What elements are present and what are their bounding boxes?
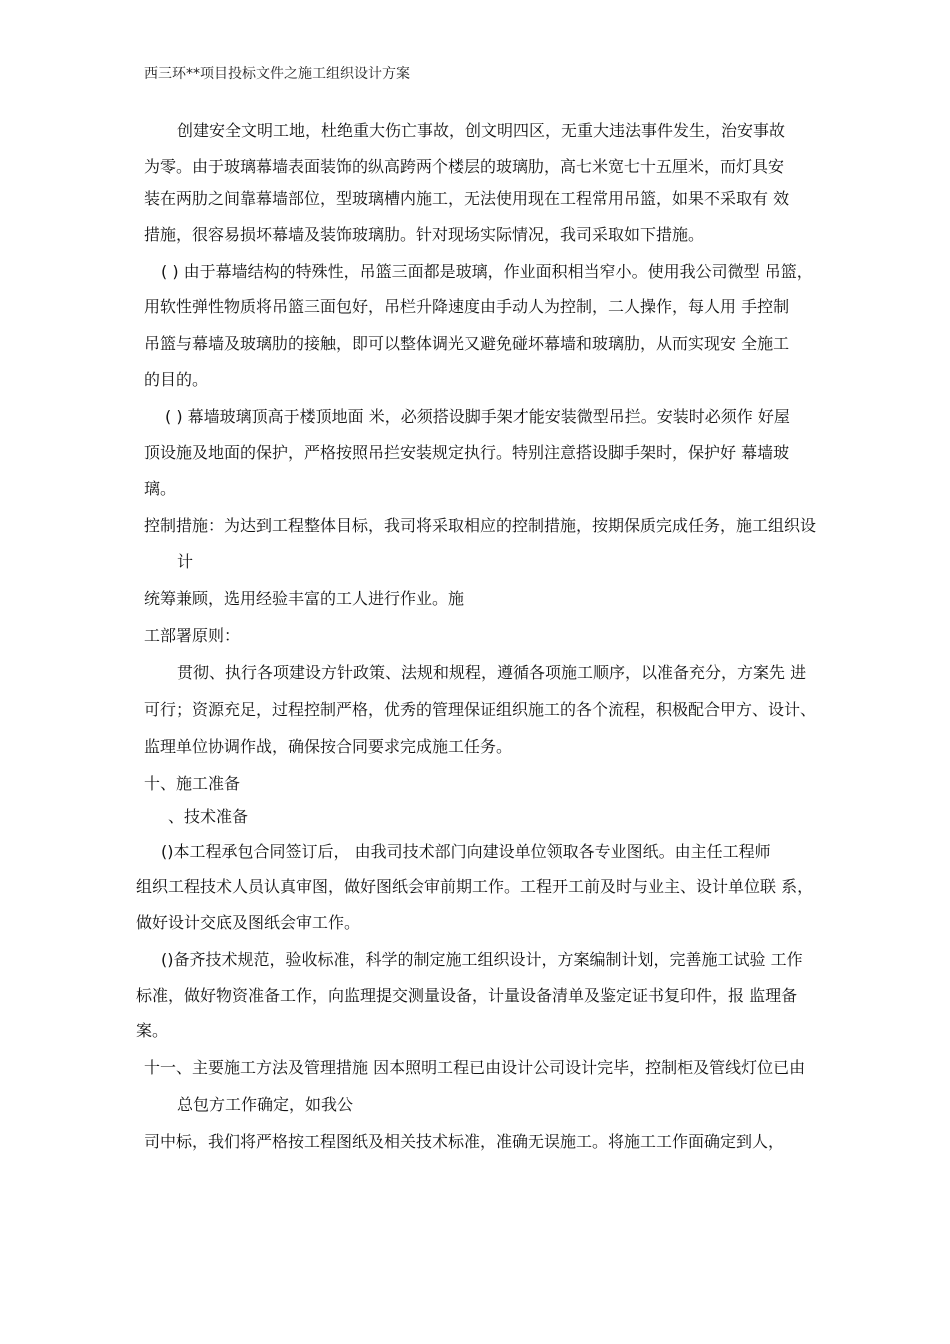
text-line: 工部署原则： xyxy=(144,626,241,645)
section-heading: 十一、主要施工方法及管理措施 因本照明工程已由设计公司设计完毕，控制柜及管线灯位已由 xyxy=(144,1058,806,1077)
text-line: 案。 xyxy=(136,1021,169,1040)
text-line: 璃。 xyxy=(144,479,177,498)
section-heading: 十、施工准备 xyxy=(144,774,241,793)
text-line: 顶设施及地面的保护，严格按照吊拦安装规定执行。特别注意搭设脚手架时，保护好 幕墙玻 xyxy=(144,443,790,462)
text-line: 为零。由于玻璃幕墙表面装饰的纵高跨两个楼层的玻璃肋，高七米宽七十五厘米，而灯具安 xyxy=(144,157,785,176)
text-line: 标准，做好物资准备工作，向监理提交测量设备，计量设备清单及鉴定证书复印件，报 监理备 xyxy=(136,986,798,1005)
text-line: ()本工程承包合同签订后， 由我司技术部门向建设单位领取各专业图纸。由主任工程师 xyxy=(161,842,771,861)
text-line: 创建安全文明工地，杜绝重大伤亡事故，创文明四区，无重大违法事件发生，治安事故 xyxy=(177,121,786,140)
text-line: 司中标，我们将严格按工程图纸及相关技术标准，准确无误施工。将施工工作面确定到人， xyxy=(144,1132,785,1151)
text-line: 控制措施：为达到工程整体目标，我司将采取相应的控制措施，按期保质完成任务，施工组织设 xyxy=(144,516,817,535)
text-line: 监理单位协调作战，确保按合同要求完成施工任务。 xyxy=(144,737,513,756)
text-line: 总包方工作确定，如我公 xyxy=(177,1095,354,1114)
text-line: 做好设计交底及图纸会审工作。 xyxy=(136,913,361,932)
text-line: ( ) 由于幕墙结构的特殊性，吊篮三面都是玻璃，作业面积相当窄小。使用我公司微型 吊篮， xyxy=(161,262,813,281)
text-line: 可行；资源充足，过程控制严格，优秀的管理保证组织施工的各个流程，积极配合甲方、设计、 xyxy=(144,700,817,719)
text-line: 装在两肋之间靠幕墙部位，型玻璃槽内施工，无法使用现在工程常用吊篮，如果不采取有 效 xyxy=(144,189,790,208)
text-line: 的目的。 xyxy=(144,370,209,389)
text-line: 贯彻、执行各项建设方针政策、法规和规程，遵循各项施工顺序，以准备充分，方案先 进 xyxy=(177,663,807,682)
text-line: 统筹兼顾，选用经验丰富的工人进行作业。施 xyxy=(144,589,465,608)
subsection-heading: 、技术准备 xyxy=(168,807,249,826)
text-line: 组织工程技术人员认真审图，做好图纸会审前期工作。工程开工前及时与业主、设计单位联 系， xyxy=(136,877,814,896)
text-line: 吊篮与幕墙及玻璃肋的接触，即可以整体调光又避免碰坏幕墙和玻璃肋，从而实现安 全施工 xyxy=(144,334,790,353)
text-line: 用软性弹性物质将吊篮三面包好，吊栏升降速度由手动人为控制，二人操作，每人用 手控制 xyxy=(144,297,790,316)
text-line: 计 xyxy=(177,552,194,571)
page-header: 西三环**项目投标文件之施工组织设计方案 xyxy=(144,66,410,82)
text-line: 措施，很容易损坏幕墙及装饰玻璃肋。针对现场实际情况，我司采取如下措施。 xyxy=(144,225,705,244)
text-line: ()备齐技术规范，验收标准，科学的制定施工组织设计，方案编制计划，完善施工试验 工作 xyxy=(161,950,803,969)
text-line: ( ) 幕墙玻璃顶高于楼顶地面 米，必须搭设脚手架才能安装微型吊拦。安装时必须作 好屋 xyxy=(165,407,790,426)
